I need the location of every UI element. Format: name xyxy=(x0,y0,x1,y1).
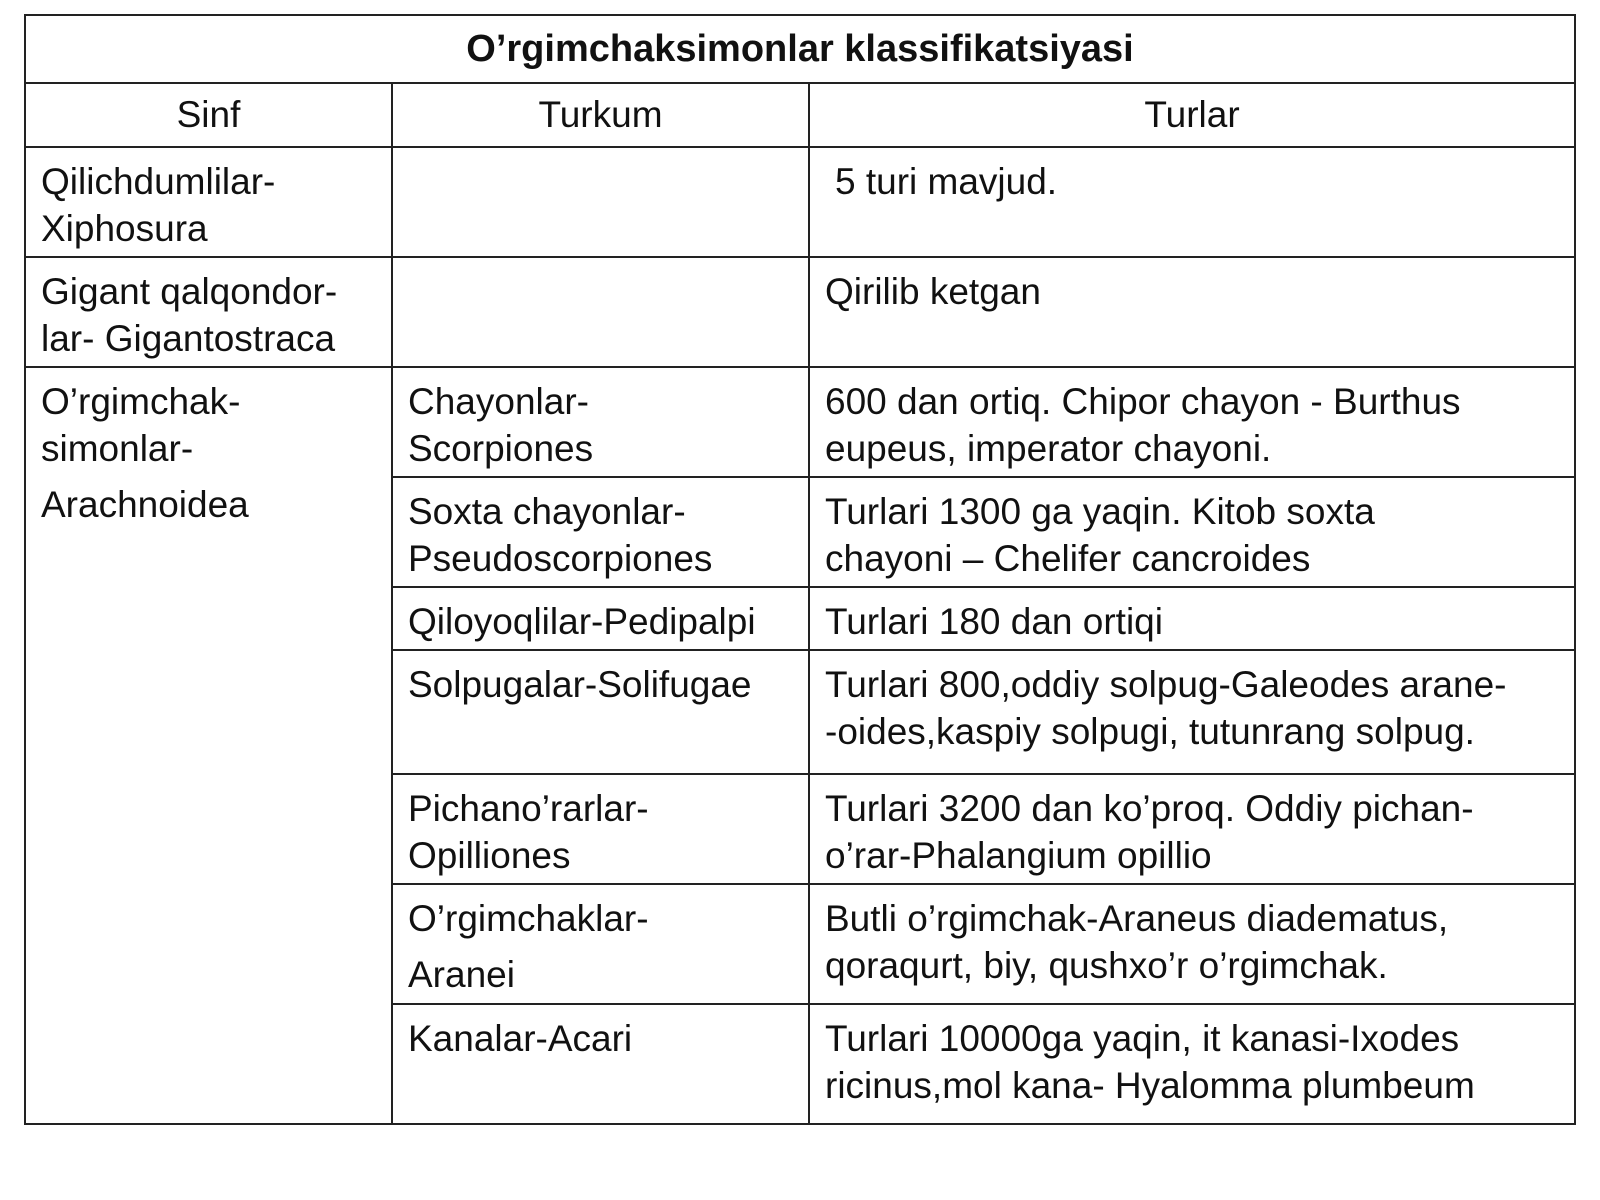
turlar-cell xyxy=(809,774,1575,884)
turkum-text: Solpugalar-Solifugae xyxy=(408,664,752,705)
header-turkum: Turkum xyxy=(392,83,809,147)
turlar-text: 5 turi mavjud. xyxy=(835,161,1058,202)
turlar-text: chayoni – Chelifer cancroides xyxy=(825,538,1311,579)
sinf-cell xyxy=(25,257,392,367)
turlar-cell xyxy=(809,884,1575,1004)
turkum-text: Opilliones xyxy=(408,835,571,876)
turlar-text: Turlari 3200 dan ko’proq. Oddiy pichan- xyxy=(825,788,1474,829)
turlar-cell xyxy=(809,257,1575,367)
table-row xyxy=(25,257,1575,367)
turkum-text: Pseudoscorpiones xyxy=(408,538,713,579)
turlar-text: Turlari 180 dan ortiqi xyxy=(825,601,1163,642)
turkum-cell-empty xyxy=(392,147,809,257)
turlar-text: Turlari 1300 ga yaqin. Kitob soxta xyxy=(825,491,1375,532)
sinf-cell xyxy=(25,367,392,1124)
turkum-text: Aranei xyxy=(408,954,515,995)
turlar-cell xyxy=(809,367,1575,477)
turlar-text: Qirilib ketgan xyxy=(825,271,1041,312)
turlar-cell xyxy=(809,650,1575,774)
sinf-text: simonlar- xyxy=(41,428,194,469)
turkum-text: Soxta chayonlar- xyxy=(408,491,686,532)
turlar-cell xyxy=(809,477,1575,587)
turkum-text: Qiloyoqlilar-Pedipalpi xyxy=(408,601,756,642)
sinf-text: O’rgimchak- xyxy=(41,381,241,422)
turkum-cell xyxy=(392,587,809,650)
sinf-text: Arachnoidea xyxy=(41,484,249,525)
turkum-text: Chayonlar- xyxy=(408,381,589,422)
sinf-text: Xiphosura xyxy=(41,208,208,249)
turkum-text: Pichano’rarlar- xyxy=(408,788,649,829)
sinf-cell xyxy=(25,147,392,257)
turlar-cell xyxy=(809,1004,1575,1124)
table-row xyxy=(25,367,1575,477)
turkum-cell xyxy=(392,774,809,884)
turlar-text: ricinus,mol kana- Hyalomma plumbeum xyxy=(825,1065,1475,1106)
header-sinf: Sinf xyxy=(25,83,392,147)
turkum-text: Kanalar-Acari xyxy=(408,1018,633,1059)
turkum-cell-empty xyxy=(392,257,809,367)
sinf-text: lar- Gigantostraca xyxy=(41,318,336,359)
sinf-text: Qilichdumlilar- xyxy=(41,161,276,202)
turkum-cell xyxy=(392,1004,809,1124)
header-turlar: Turlar xyxy=(809,83,1575,147)
turlar-text: Butli o’rgimchak-Araneus diadematus, xyxy=(825,898,1449,939)
table-title: O’rgimchaksimonlar klassifikatsiyasi xyxy=(25,15,1575,83)
turkum-cell xyxy=(392,367,809,477)
table-row xyxy=(25,147,1575,257)
turkum-cell xyxy=(392,650,809,774)
turkum-text: O’rgimchaklar- xyxy=(408,898,649,939)
turkum-text: Scorpiones xyxy=(408,428,594,469)
turlar-text: Turlari 800,oddiy solpug-Galeodes arane- xyxy=(825,664,1507,705)
sinf-text: Gigant qalqondor- xyxy=(41,271,338,312)
turkum-cell xyxy=(392,477,809,587)
turkum-cell xyxy=(392,884,809,1004)
turlar-cell xyxy=(809,147,1575,257)
turlar-text: o’rar-Phalangium opillio xyxy=(825,835,1212,876)
turlar-text: eupeus, imperator chayoni. xyxy=(825,428,1272,469)
turlar-text: Turlari 10000ga yaqin, it kanasi-Ixodes xyxy=(825,1018,1460,1059)
turlar-text: 600 dan ortiq. Chipor chayon - Burthus xyxy=(825,381,1461,422)
classification-table xyxy=(24,14,1576,1125)
turlar-cell xyxy=(809,587,1575,650)
turlar-text: -oides,kaspiy solpugi, tutunrang solpug. xyxy=(825,711,1475,752)
turlar-text: qoraqurt, biy, qushxo’r o’rgimchak. xyxy=(825,945,1388,986)
